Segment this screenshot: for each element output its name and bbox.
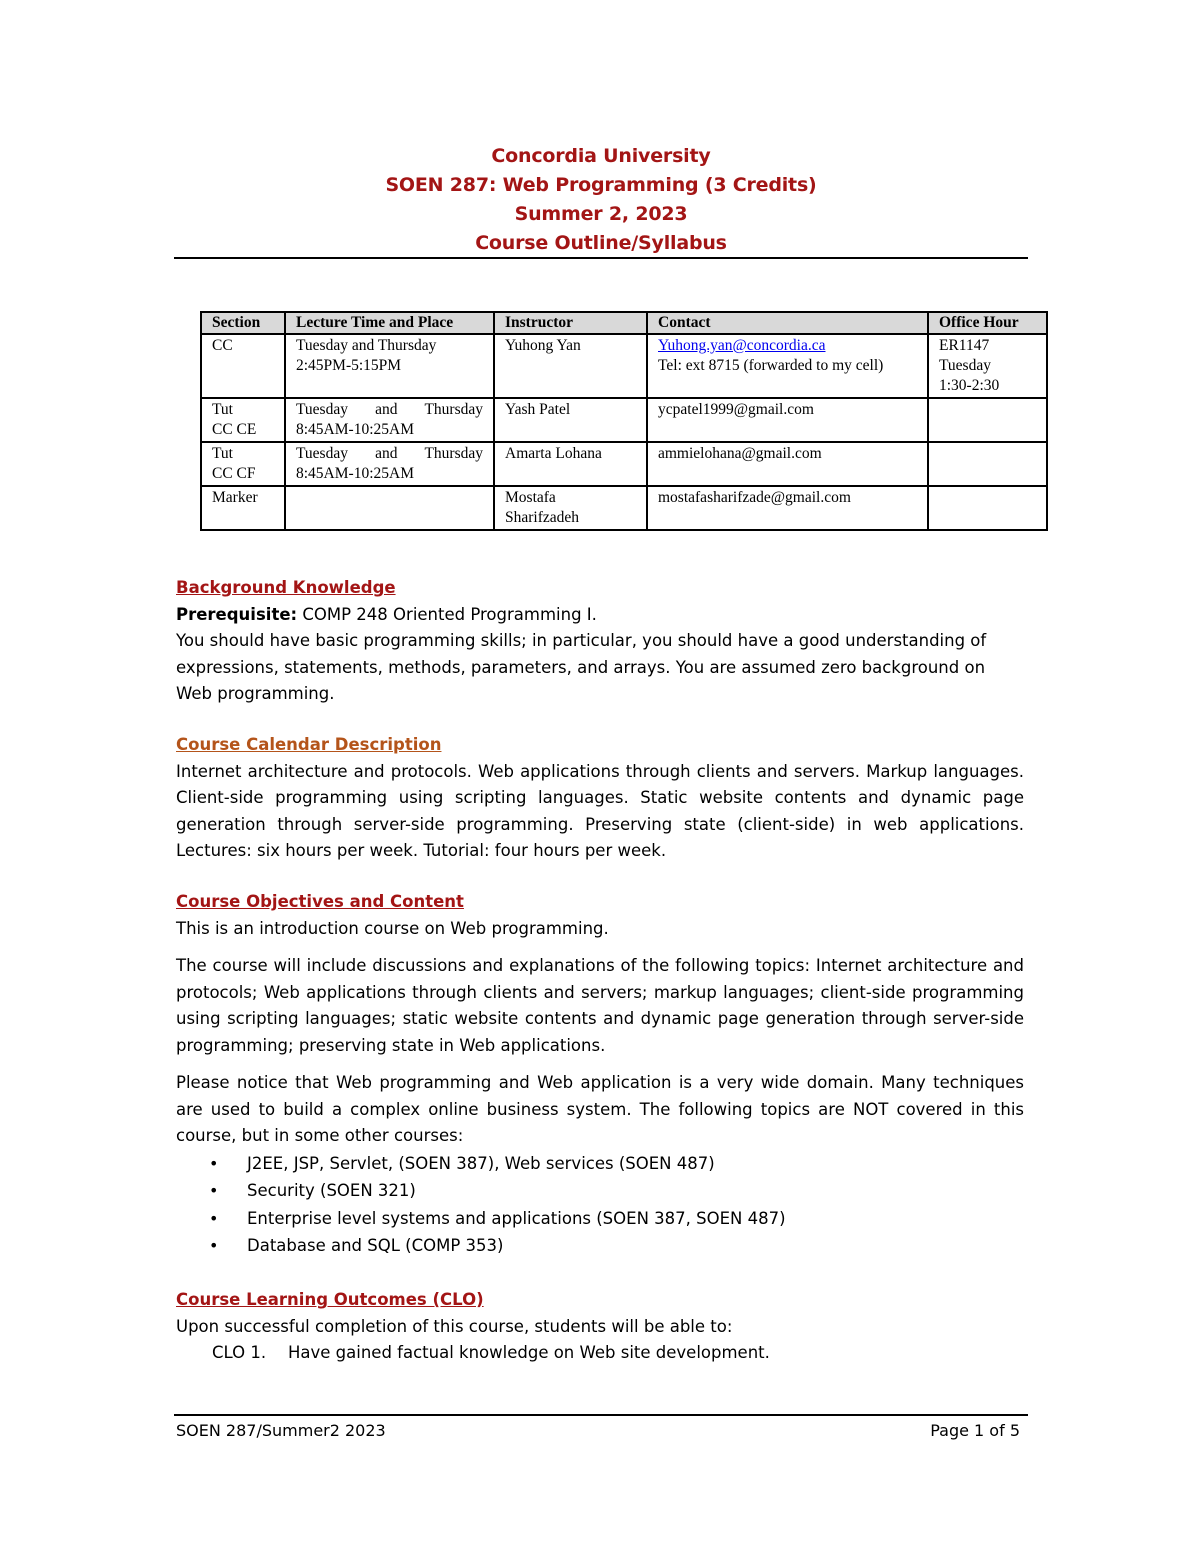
list-item: • Database and SQL (COMP 353) [176, 1232, 1024, 1260]
objectives-intro: This is an introduction course on Web programming. [176, 918, 609, 938]
title-block [174, 142, 1028, 258]
section-cell: Marker [201, 486, 285, 530]
objectives-section [176, 889, 1024, 1260]
table-row [201, 486, 1047, 530]
prerequisite-label: Prerequisite: [176, 604, 298, 624]
objectives-heading: Course Objectives and Content [176, 892, 464, 911]
office-hour-cell: ER1147 Tuesday 1:30-2:30 [928, 334, 1047, 398]
calendar-section [176, 732, 1024, 865]
list-item: • J2EE, JSP, Servlet, (SOEN 387), Web services (SOEN 487) [176, 1150, 1024, 1178]
instructor-cell: Amarta Lohana [494, 442, 647, 486]
background-heading: Background Knowledge [176, 578, 396, 597]
calendar-text: Internet architecture and protocols. Web applications through clients and servers. Markup languages. Client-side programming using scripting languages. Static website contents and dynamic page generation through server-side programming. Preserving state (client-side) in web applications. Lectures: six hours per week. Tutorial: four hours per week. [176, 761, 1024, 860]
background-text: You should have basic programming skills; in particular, you should have a good understanding of expressions, statements, methods, parameters, and arrays. You are assumed zero background on Web programming. [176, 631, 987, 703]
contact-cell: ycpatel1999@gmail.com [647, 398, 928, 442]
table-row [201, 398, 1047, 442]
lecture-time-cell: Tuesday and Thursday 8:45AM-10:25AM [285, 398, 494, 442]
office-hour-cell [928, 486, 1047, 530]
list-item: • Security (SOEN 321) [176, 1177, 1024, 1205]
document-title: Course Outline/Syllabus [475, 232, 727, 254]
not-covered-list [176, 1150, 1024, 1260]
footer-divider [174, 1414, 1028, 1416]
section-cell: Tut CC CF [201, 442, 285, 486]
university-title: Concordia University [491, 145, 711, 167]
office-hour-cell [928, 398, 1047, 442]
instructor-cell: Mostafa Sharifzadeh [494, 486, 647, 530]
footer-course: SOEN 287/Summer2 2023 [176, 1421, 386, 1440]
instructor-cell: Yuhong Yan [494, 334, 647, 398]
section-cell: CC [201, 334, 285, 398]
header-instructor: Instructor [494, 312, 647, 334]
bullet-icon: • [209, 1208, 219, 1228]
instructor-phone: Tel: ext 8715 (forwarded to my cell) [658, 357, 884, 374]
background-section [176, 575, 1024, 708]
section-cell: Tut CC CE [201, 398, 285, 442]
office-hour-cell [928, 442, 1047, 486]
prerequisite-text: COMP 248 Oriented Programming I. [297, 604, 597, 624]
objectives-topics: The course will include discussions and explanations of the following topics: Internet architecture and protocols; Web applications through clients and servers; markup languages; client-side programming using scripting languages; static website contents and dynamic page generation through server-side programming; preserving state in Web applications. [176, 956, 1024, 1055]
instructor-cell: Yash Patel [494, 398, 647, 442]
course-title: SOEN 287: Web Programming (3 Credits) [385, 174, 817, 196]
clo-intro: Upon successful completion of this course, students will be able to: [176, 1316, 733, 1336]
bullet-icon: • [209, 1181, 219, 1200]
contact-cell: mostafasharifzade@gmail.com [647, 486, 928, 530]
table-header-row [201, 312, 1047, 334]
prerequisite-line [176, 602, 1024, 629]
clo-number: CLO 1. [212, 1343, 267, 1362]
header-contact: Contact [647, 312, 928, 334]
bullet-icon: • [209, 1153, 219, 1173]
clo-item [176, 1340, 1024, 1366]
clo-heading: Course Learning Outcomes (CLO) [176, 1290, 484, 1309]
contact-cell: ammielohana@gmail.com [647, 442, 928, 486]
lecture-time-cell: Tuesday and Thursday 8:45AM-10:25AM [285, 442, 494, 486]
title-divider [174, 257, 1028, 259]
lecture-time-cell: Tuesday and Thursday 2:45PM-5:15PM [285, 334, 494, 398]
instructor-email-link[interactable]: Yuhong.yan@concordia.ca [658, 337, 826, 354]
clo-section [176, 1287, 1024, 1366]
table-row [201, 334, 1047, 398]
term-title: Summer 2, 2023 [514, 203, 688, 225]
lecture-time-cell [285, 486, 494, 530]
list-item: • Enterprise level systems and applications (SOEN 387, SOEN 487) [176, 1205, 1024, 1233]
header-section: Section [201, 312, 285, 334]
header-office-hour: Office Hour [928, 312, 1047, 334]
bullet-icon: • [209, 1236, 219, 1255]
objectives-notice: Please notice that Web programming and Web application is a very wide domain. Many techniques are used to build a complex online business system. The following topics are NOT covered in this course, but in some other courses: [176, 1073, 1024, 1145]
page-number: Page 1 of 5 [930, 1421, 1020, 1440]
schedule-table [200, 311, 1048, 531]
header-lecture-time: Lecture Time and Place [285, 312, 494, 334]
calendar-heading: Course Calendar Description [176, 735, 442, 754]
table-row [201, 442, 1047, 486]
clo-text: Have gained factual knowledge on Web site development. [288, 1343, 770, 1362]
contact-cell [647, 334, 928, 398]
